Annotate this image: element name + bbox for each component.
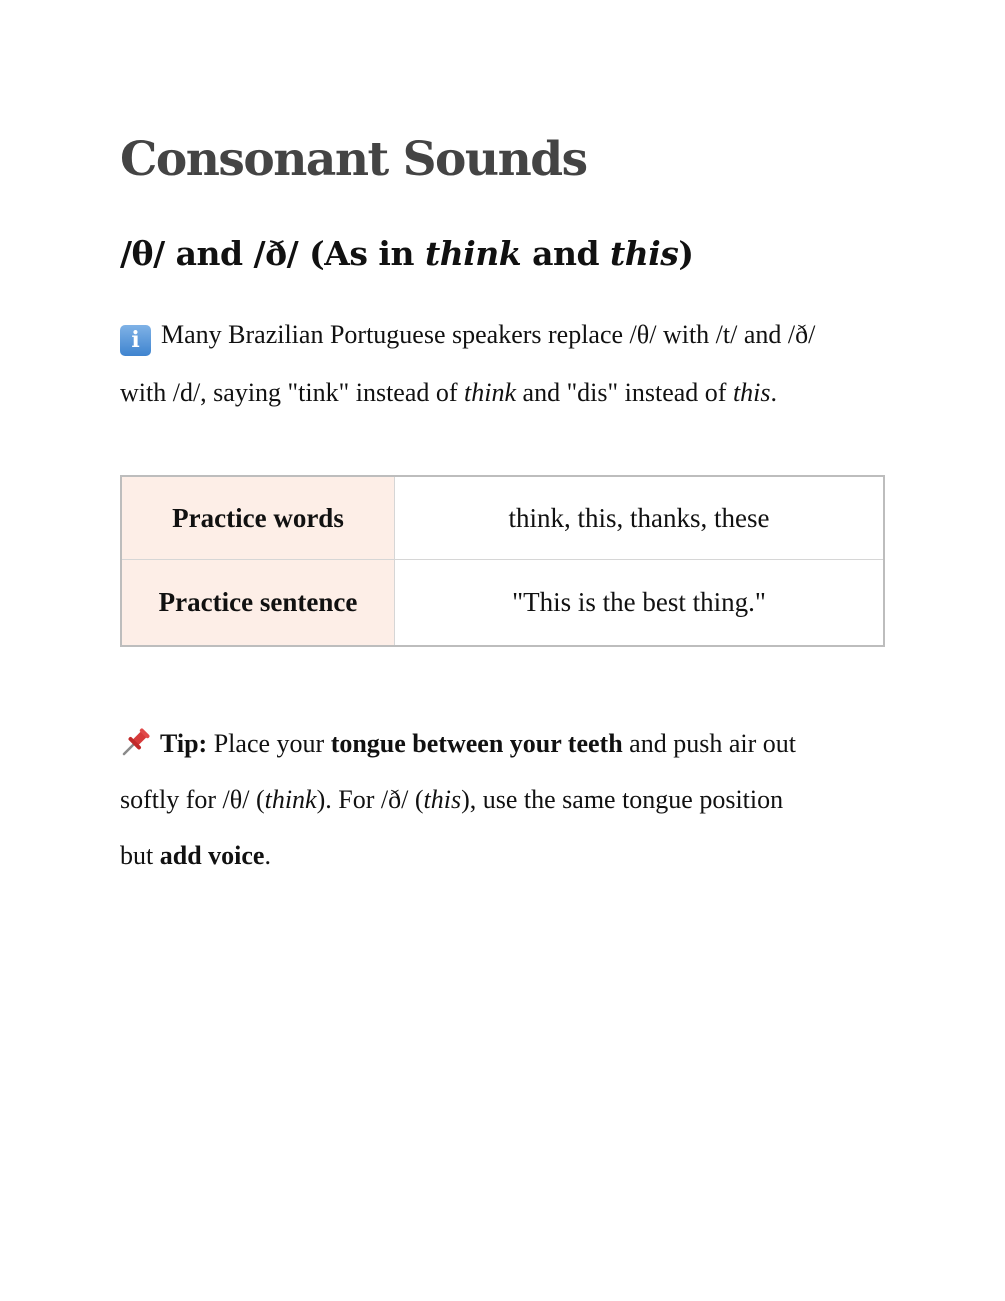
table-row [121, 476, 884, 560]
practice-table [120, 475, 885, 647]
intro-line-1 [120, 306, 890, 364]
heading-prefix: /θ/ and /ð/ (As in [120, 234, 425, 273]
tip-text-2c: ). For /ð/ ( [316, 785, 424, 814]
heading-word-think: think [424, 234, 522, 273]
information-icon: i [120, 325, 151, 356]
intro-text-2c: and "dis" instead of [516, 378, 733, 407]
heading-middle: and [521, 234, 611, 273]
tip-line-3 [120, 828, 890, 884]
intro-paragraph [120, 306, 890, 422]
practice-sentence-label: Practice sentence [121, 560, 395, 647]
practice-sentence-value: "This is the best thing." [395, 560, 885, 647]
tip-text-2e: ), use the same tongue position [461, 785, 784, 814]
heading-suffix: ) [678, 234, 694, 273]
tip-word-think: think [264, 785, 317, 814]
tip-emphasis-teeth: tongue between your teeth [330, 729, 623, 758]
practice-words-value: think, this, thanks, these [395, 476, 885, 560]
intro-text-1: Many Brazilian Portuguese speakers replace /θ/ with /t/ and /ð/ [161, 320, 816, 349]
tip-text-3a: but [120, 841, 160, 870]
tip-line-2 [120, 772, 890, 828]
intro-text-2a: with /d/, saying "tink" instead of [120, 378, 465, 407]
tip-text-3c: . [264, 841, 271, 870]
tip-text-1a: Place your [207, 729, 331, 758]
tip-text-1c: and push air out [622, 729, 796, 758]
intro-line-2 [120, 364, 890, 422]
page-title: Consonant Sounds [120, 132, 587, 187]
tip-line-1 [120, 716, 890, 772]
section-heading [120, 234, 694, 273]
intro-word-think: think [464, 378, 517, 407]
intro-word-this: this [732, 378, 771, 407]
tip-emphasis-voice: add voice [159, 841, 265, 870]
intro-text-2e: . [770, 378, 778, 407]
tip-label: Tip: [160, 729, 208, 758]
practice-words-label: Practice words [121, 476, 395, 560]
pushpin-icon [120, 726, 152, 758]
tip-text-2a: softly for /θ/ ( [120, 785, 265, 814]
table-row [121, 560, 884, 647]
tip-paragraph [120, 716, 890, 884]
heading-word-this: this [610, 234, 679, 273]
tip-word-this: this [423, 785, 462, 814]
